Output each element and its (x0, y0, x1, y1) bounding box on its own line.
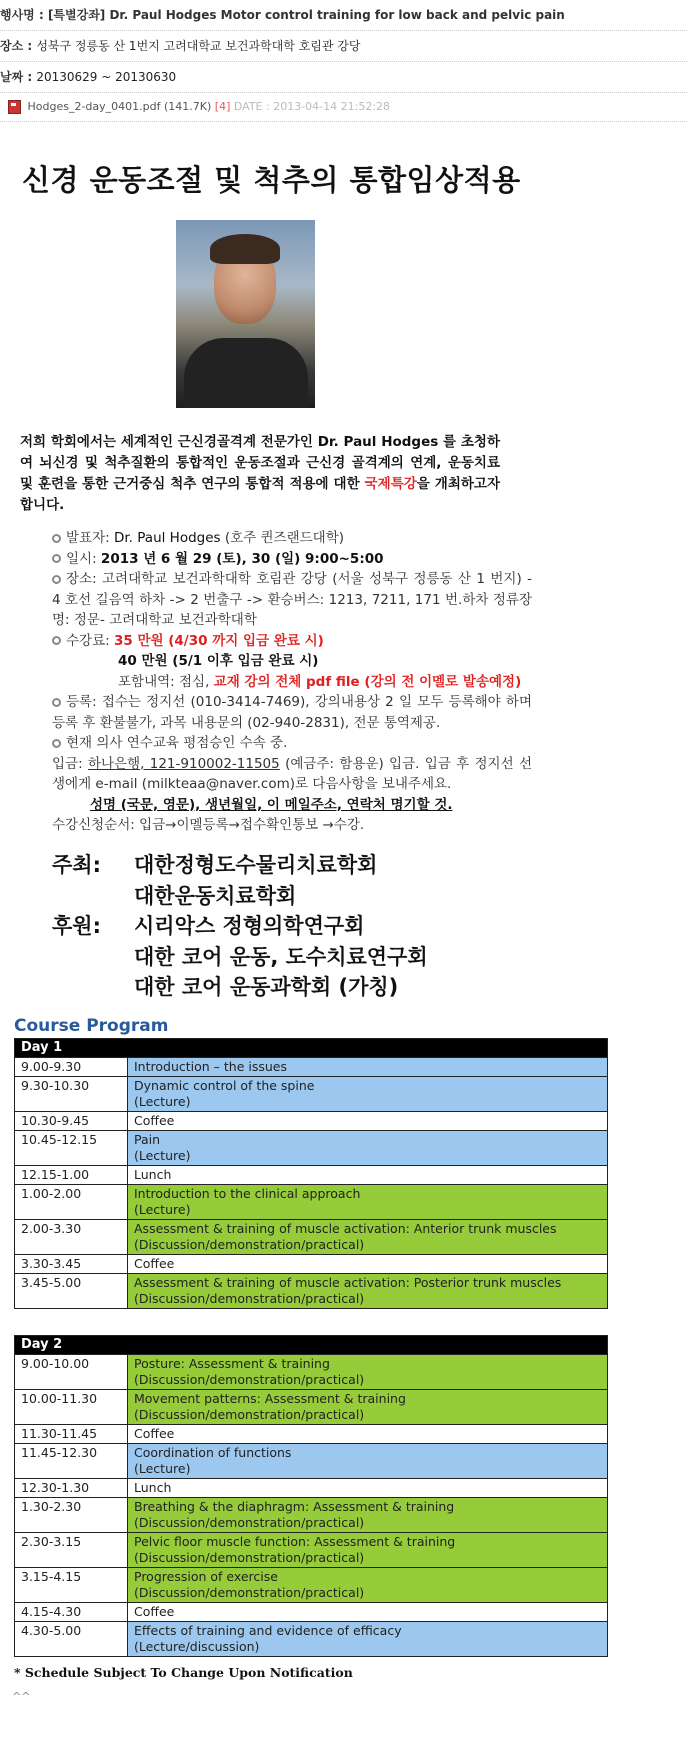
fee-line: 수강료: 35 만원 (4/30 까지 입금 완료 시) (52, 631, 532, 652)
session-time: 1.30-2.30 (15, 1498, 128, 1533)
bullet-icon (52, 575, 61, 584)
place-label: 장소 (0, 39, 24, 53)
session-time: 3.45-5.00 (15, 1274, 128, 1309)
session-topic: Lunch (128, 1479, 608, 1498)
schedule-row (15, 1166, 608, 1185)
schedule-row (15, 1479, 608, 1498)
session-time: 1.00-2.00 (15, 1185, 128, 1220)
session-time: 4.30-5.00 (15, 1622, 128, 1657)
session-topic: Introduction to the clinical approach (Lecture) (128, 1185, 608, 1220)
session-time: 10.45-12.15 (15, 1131, 128, 1166)
session-topic: Movement patterns: Assessment & training (Discussion/demonstration/practical) (128, 1390, 608, 1425)
session-topic: Pain (Lecture) (128, 1131, 608, 1166)
session-topic: Posture: Assessment & training (Discussion/demonstration/practical) (128, 1355, 608, 1390)
day2-schedule-table (14, 1335, 608, 1657)
bullet-icon (52, 739, 61, 748)
attachment-row (0, 93, 687, 122)
event-details (52, 528, 532, 836)
schedule-row (15, 1390, 608, 1425)
schedule-row (15, 1568, 608, 1603)
deposit-line: 입금: 하나은행, 121-910002-11505 (예금주: 함용운) 입금. 입금 후 정지선 선생에게 e-mail (milkteaa@naver.com)로 다음사항을 보내주세요. (52, 755, 533, 792)
meta-event-row: 행사명 : [특별강좌] Dr. Paul Hodges Motor control training for low back and pelvic pain (0, 0, 687, 31)
meta-date-row: 날짜 : 20130629 ~ 20130630 (0, 62, 687, 93)
schedule-row (15, 1498, 608, 1533)
footer-caret: ^^ (12, 1690, 31, 1703)
session-topic: Coffee (128, 1603, 608, 1622)
session-time: 3.30-3.45 (15, 1255, 128, 1274)
session-time: 11.45-12.30 (15, 1444, 128, 1479)
register-line: 등록: 접수는 정지선 (010-3414-7469), 강의내용상 2 일 모두 등록해야 하며 등록 후 환불불가, 과목 내용문의 (02-940-2831), 전문 통역제공. (52, 694, 532, 731)
session-time: 4.15-4.30 (15, 1603, 128, 1622)
session-time: 9.00-10.00 (15, 1355, 128, 1390)
date-label: 날짜 (0, 70, 24, 84)
day1-header: Day 1 (15, 1039, 608, 1058)
session-topic: Breathing & the diaphragm: Assessment & training (Discussion/demonstration/practical) (128, 1498, 608, 1533)
schedule-row (15, 1425, 608, 1444)
session-topic: Coffee (128, 1255, 608, 1274)
place-value: 성북구 정릉동 산 1번지 고려대학교 보건과학대학 호림관 강당 (36, 39, 361, 53)
support-2: 대한 코어 운동, 도수치료연구회 (134, 944, 428, 969)
schedule-row (15, 1220, 608, 1255)
session-time: 10.00-11.30 (15, 1390, 128, 1425)
speaker-photo (176, 220, 315, 408)
support-1: 시리악스 정형의학연구회 (134, 914, 365, 938)
session-time: 2.00-3.30 (15, 1220, 128, 1255)
deposit-requirements: 성명 (국문, 영문), 생년월일, 이 메일주소, 연락처 명기할 것. (90, 796, 453, 813)
order-line: 수강신청순서: 입금→이멜등록→접수확인통보 →수강. (52, 817, 365, 833)
course-program-title: Course Program (14, 1016, 169, 1036)
session-topic: Coordination of functions (Lecture) (128, 1444, 608, 1479)
schedule-row (15, 1355, 608, 1390)
session-topic: Lunch (128, 1166, 608, 1185)
schedule-row (15, 1255, 608, 1274)
sponsors-block (52, 850, 428, 1003)
cme-line: 현재 의사 연수교육 평점승인 수속 중. (52, 733, 532, 754)
session-time: 11.30-11.45 (15, 1425, 128, 1444)
attachment-date: DATE : 2013-04-14 21:52:28 (233, 100, 391, 113)
schedule-row (15, 1603, 608, 1622)
schedule-row (15, 1058, 608, 1077)
fee-late-line: 40 만원 (5/1 이후 입금 완료 시) (118, 653, 319, 669)
host-1: 대한정형도수물리치료학회 (134, 853, 378, 877)
session-topic: Assessment & training of muscle activation: Posterior trunk muscles (Discussion/demonstration/practical) (128, 1274, 608, 1309)
bullet-icon (52, 698, 61, 707)
event-label: 행사명 (0, 8, 35, 22)
session-topic: Coffee (128, 1112, 608, 1131)
date-value: 20130629 ~ 20130630 (36, 70, 177, 84)
meta-place-row: 장소 : 성북구 정릉동 산 1번지 고려대학교 보건과학대학 호림관 강당 (0, 31, 687, 62)
schedule-row (15, 1274, 608, 1309)
host-2: 대한운동치료학회 (134, 883, 297, 908)
bullet-icon (52, 554, 61, 563)
session-time: 12.15-1.00 (15, 1166, 128, 1185)
speaker-line: 발표자: Dr. Paul Hodges (호주 퀸즈랜드대학) (52, 528, 532, 549)
pdf-file-icon (8, 100, 21, 114)
schedule-row (15, 1444, 608, 1479)
day1-schedule-table (14, 1038, 608, 1309)
attachment-link[interactable]: Hodges_2-day_0401.pdf (141.7K) (27, 100, 212, 113)
event-title: [특별강좌] Dr. Paul Hodges Motor control training for low back and pelvic pain (47, 8, 565, 22)
schedule-row (15, 1077, 608, 1112)
session-time: 10.30-9.45 (15, 1112, 128, 1131)
bullet-icon (52, 636, 61, 645)
session-topic: Effects of training and evidence of efficacy (Lecture/discussion) (128, 1622, 608, 1657)
includes-line: 포함내역: 점심, 교재 강의 전체 pdf file (강의 전 이멜로 발송예정) (118, 673, 522, 690)
day2-header: Day 2 (15, 1336, 608, 1355)
session-topic: Pelvic floor muscle function: Assessment & training (Discussion/demonstration/practical) (128, 1533, 608, 1568)
session-topic: Introduction – the issues (128, 1058, 608, 1077)
schedule-row (15, 1533, 608, 1568)
support-3: 대한 코어 운동과학회 (가칭) (134, 975, 399, 999)
poster-title: 신경 운동조절 및 척추의 통합임상적용 (22, 163, 521, 197)
intro-paragraph: 저희 학회에서는 세계적인 근신경골격계 전문가인 Dr. Paul Hodges 를 초청하여 뇌신경 및 척추질환의 통합적인 운동조절과 근신경 골격계의 연계, 운동치료 및 훈련을 통한 근거중심 척추 연구의 통합적 적용에 대한 국제특강을 개최하고자 합니다. (20, 434, 501, 513)
schedule-note: * Schedule Subject To Change Upon Notification (14, 1665, 353, 1680)
session-topic: Coffee (128, 1425, 608, 1444)
host-label: 주최: (52, 853, 101, 877)
session-time: 9.30-10.30 (15, 1077, 128, 1112)
schedule-row (15, 1131, 608, 1166)
session-topic: Dynamic control of the spine (Lecture) (128, 1077, 608, 1112)
session-time: 9.00-9.30 (15, 1058, 128, 1077)
schedule-row (15, 1622, 608, 1657)
session-topic: Assessment & training of muscle activation: Anterior trunk muscles (Discussion/demonstration/practical) (128, 1220, 608, 1255)
where-line: 장소: 고려대학교 보건과학대학 호림관 강당 (서울 성북구 정릉동 산 1 번지) - 4 호선 길음역 하차 -> 2 번출구 -> 환승버스: 1213, 7211, 171 번.하차 정류장 명: 정문- 고려대학교 보건과학대학 (52, 571, 532, 628)
session-time: 3.15-4.15 (15, 1568, 128, 1603)
intro-highlight: 국제특강 (364, 476, 417, 492)
schedule-row (15, 1185, 608, 1220)
bank-account: 하나은행, 121-910002-11505 (87, 755, 280, 772)
bullet-icon (52, 534, 61, 543)
session-topic: Progression of exercise (Discussion/demonstration/practical) (128, 1568, 608, 1603)
support-label: 후원: (52, 914, 101, 938)
when-line: 일시: 2013 년 6 월 29 (토), 30 (일) 9:00~5:00 (52, 549, 532, 570)
session-time: 2.30-3.15 (15, 1533, 128, 1568)
session-time: 12.30-1.30 (15, 1479, 128, 1498)
schedule-row (15, 1112, 608, 1131)
download-count: [4] (214, 100, 231, 113)
